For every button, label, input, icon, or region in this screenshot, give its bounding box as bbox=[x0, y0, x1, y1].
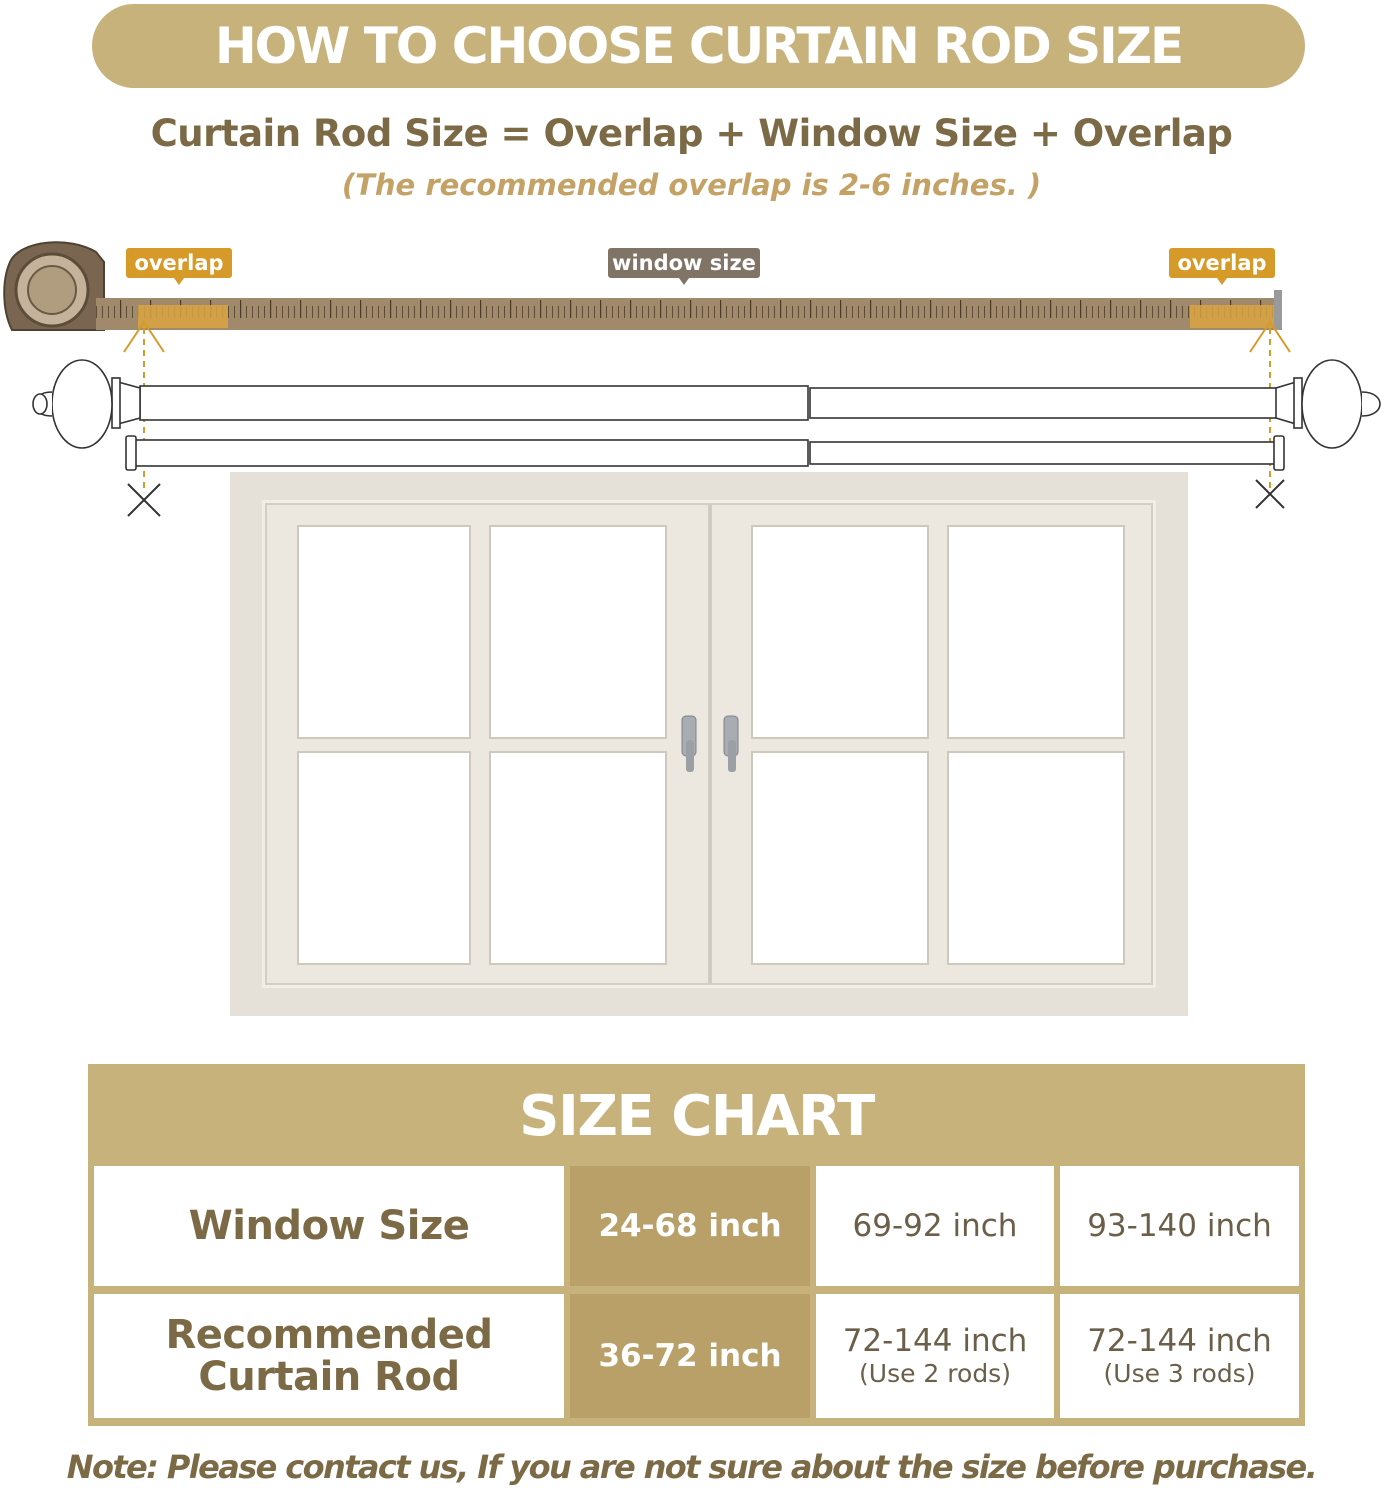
window-size-cell-3 bbox=[1060, 1166, 1299, 1286]
recommended-heading-line2: Curtain Rod bbox=[198, 1354, 460, 1400]
curtain-rod-icon bbox=[33, 360, 1380, 470]
rod-size-cell-2 bbox=[816, 1294, 1054, 1418]
rod-size-value: 72-144 inch bbox=[1087, 1323, 1272, 1359]
rod-count-note: (Use 3 rods) bbox=[1103, 1359, 1256, 1388]
recommended-heading-line1: Recommended bbox=[165, 1312, 493, 1358]
size-chart bbox=[88, 1064, 1305, 1426]
window-size-cell-2 bbox=[816, 1166, 1054, 1286]
size-formula: Curtain Rod Size = Overlap + Window Size + Overlap bbox=[150, 112, 1233, 155]
window-size-row-header bbox=[94, 1166, 564, 1286]
window-icon bbox=[230, 472, 1188, 1016]
page-title: HOW TO CHOOSE CURTAIN ROD SIZE bbox=[214, 17, 1183, 75]
overlap-tag-left bbox=[126, 248, 232, 285]
size-chart-title: SIZE CHART bbox=[519, 1084, 874, 1149]
window-size-value: 93-140 inch bbox=[1087, 1208, 1272, 1244]
rod-size-cell-3 bbox=[1060, 1294, 1299, 1418]
overlap-left-label: overlap bbox=[134, 251, 224, 275]
window-size-value: 69-92 inch bbox=[852, 1208, 1018, 1244]
overlap-tag-right bbox=[1169, 248, 1275, 285]
overlap-right-label: overlap bbox=[1177, 251, 1267, 275]
overlap-recommendation: (The recommended overlap is 2-6 inches. ) bbox=[341, 168, 1042, 202]
rod-size-value: 36-72 inch bbox=[598, 1338, 782, 1374]
window-size-heading: Window Size bbox=[188, 1203, 470, 1249]
recommended-rod-row-header bbox=[94, 1294, 564, 1418]
window-size-cell-1 bbox=[570, 1166, 810, 1286]
window-size-label: window size bbox=[612, 251, 756, 275]
rod-count-note: (Use 2 rods) bbox=[859, 1359, 1011, 1388]
window-size-tag bbox=[608, 248, 760, 285]
rod-size-value: 72-144 inch bbox=[842, 1323, 1028, 1359]
rod-size-cell-1 bbox=[570, 1294, 810, 1418]
purchase-note: Note: Please contact us, If you are not sure about the size before purchase. bbox=[66, 1448, 1317, 1486]
window-size-value: 24-68 inch bbox=[598, 1208, 782, 1244]
